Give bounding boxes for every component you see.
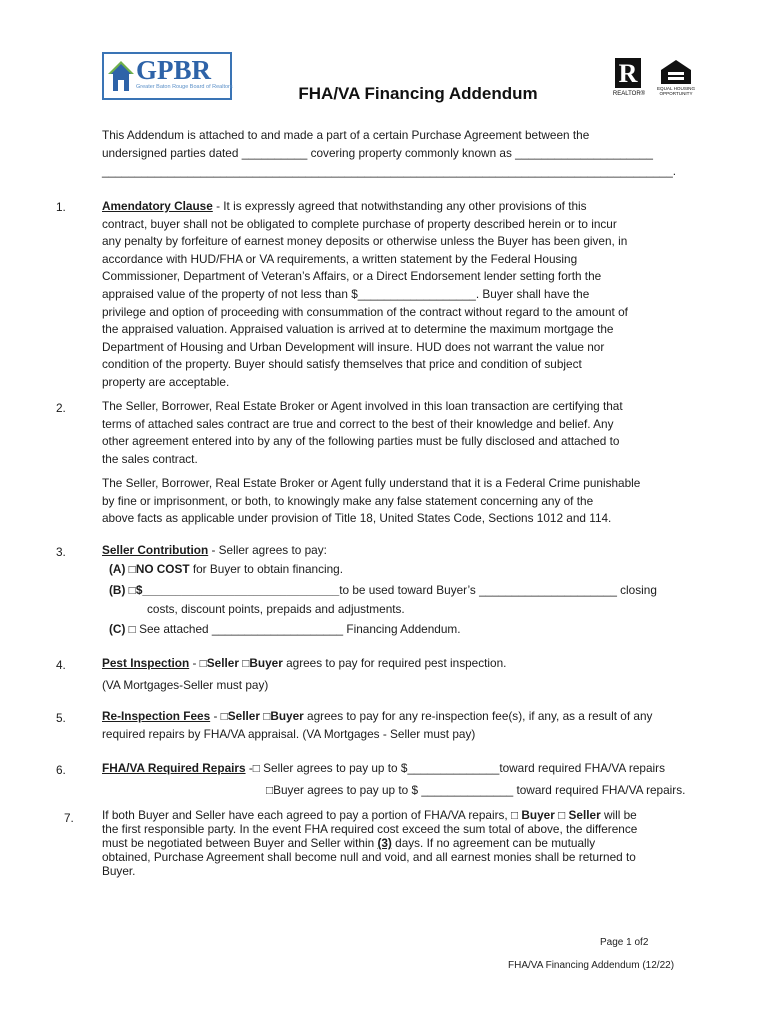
- realtor-caption: REALTOR®: [612, 91, 646, 97]
- seller-contribution-heading: Seller Contribution: [102, 543, 209, 557]
- line-text: any penalty by forfeiture of earnest money deposits or otherwise unless the Buyer has been given, in: [102, 234, 628, 249]
- section-7-line-4: obtained, Purchase Agreement shall become null and void, and all earnest monies shall be returned to: [102, 850, 636, 864]
- logo-subtitle: Greater Baton Rouge Board of Realtors: [136, 84, 233, 90]
- line-text: terms of attached sales contract are true and correct to the best of their knowledge and belief. Any: [102, 416, 614, 431]
- option-b-checkbox[interactable]: □: [128, 583, 136, 597]
- reinspection-line: Re-Inspection Fees - □Seller □Buyer agrees to pay for any re-inspection fee(s), if any, as a result of any: [102, 709, 653, 723]
- intro-line-3: _______________________________________________________________________________________.: [102, 164, 677, 178]
- s2b-line: [102, 475, 702, 493]
- line-text: - It is expressly agreed that notwithstanding any other provisions of this: [212, 199, 587, 213]
- page-title: FHA/VA Financing Addendum: [298, 84, 538, 103]
- line-text: appraised value of the property of not less than $__________________. Buyer shall have the: [102, 286, 590, 301]
- option-a-checkbox[interactable]: □: [128, 562, 136, 576]
- line-text: other agreement entered into by any of the following parties must be fully disclosed and attached to: [102, 434, 620, 449]
- s1-line: [102, 268, 690, 286]
- s2b-line: [102, 493, 702, 511]
- option-c: (C) □ See attached ____________________ Financing Addendum.: [109, 622, 461, 636]
- line-text: the sales contract.: [102, 451, 198, 466]
- s2a-line: [102, 416, 702, 434]
- s1-line: [102, 251, 690, 269]
- reinspection-seller-checkbox[interactable]: - □: [210, 709, 228, 723]
- line-text: Commissioner, Department of Veteran’s Affairs, or a Direct Endorsement lender setting forth the: [102, 269, 602, 284]
- section-7-line-5: Buyer.: [102, 864, 136, 878]
- option-a: (A) □NO COST for Buyer to obtain financing.: [109, 562, 344, 576]
- line-text: by fine or imprisonment, or both, to knowingly make any false statement concerning any of the: [102, 493, 594, 508]
- realtor-r-icon: R: [615, 58, 641, 88]
- line-text: contract, buyer shall not be obligated to complete purchase of property described herein or to incur: [102, 216, 617, 231]
- line-text: Department of Housing and Urban Development will insure. HUD does not warrant the value nor: [102, 339, 605, 354]
- s2a-line: [102, 398, 702, 416]
- required-repairs-line: FHA/VA Required Repairs -□ Seller agrees to pay up to $______________toward required FHA/VA repairs: [102, 761, 665, 775]
- s2a-line: [102, 433, 702, 451]
- s1-line: [102, 286, 690, 304]
- pest-inspection-note: (VA Mortgages-Seller must pay): [102, 678, 269, 692]
- section-7-line-2: the first responsible party. In the event FHA required cost exceed the sum total of above, the difference: [102, 822, 638, 836]
- pest-buyer-checkbox[interactable]: □: [238, 656, 250, 670]
- section-1-amendatory-clause: [102, 198, 690, 392]
- reinspection-note: required repairs by FHA/VA appraisal. (VA Mortgages - Seller must pay): [102, 727, 476, 741]
- logo-text: GPBR: [136, 55, 212, 85]
- line-text: condition of the property. Buyer should satisfy themselves that price and condition of subject: [102, 357, 582, 372]
- s1-line: [102, 356, 690, 374]
- line-text: accordance with HUD/FHA or VA requirements, a written statement by the Federal Housing: [102, 251, 578, 266]
- s1-line: [102, 304, 690, 322]
- line-text: privilege and option of proceeding with consummation of the contract without regard to the amount of: [102, 304, 628, 319]
- section-2-number: 2.: [56, 401, 66, 415]
- seller-repairs-amount-field[interactable]: ______________: [407, 761, 500, 775]
- section-6-number: 6.: [56, 763, 66, 777]
- pest-inspection-line: Pest Inspection - □Seller □Buyer agrees to pay for required pest inspection.: [102, 656, 507, 670]
- s1-line: [102, 374, 690, 392]
- equal-housing-icon: [655, 58, 697, 86]
- line-text: The Seller, Borrower, Real Estate Broker or Agent fully understand that it is a Federal Crime punishable: [102, 476, 641, 490]
- form-identifier: FHA/VA Financing Addendum (12/22): [508, 960, 675, 971]
- s1-line: [102, 216, 690, 234]
- s1-line: [102, 198, 690, 216]
- section-1-number: 1.: [56, 200, 66, 214]
- line-text: the appraised valuation. Appraised valuation is arrived at to determine the maximum mortgage the: [102, 322, 614, 337]
- intro-line-1: This Addendum is attached to and made a part of a certain Purchase Agreement between the: [102, 128, 590, 142]
- option-b-continuation: costs, discount points, prepaids and adjustments.: [147, 602, 405, 616]
- section-2-paragraph-2: [102, 475, 702, 528]
- pest-seller-checkbox[interactable]: - □: [189, 656, 207, 670]
- section-5-number: 5.: [56, 711, 66, 725]
- section-4-number: 4.: [56, 658, 66, 672]
- section-2-paragraph-1: [102, 398, 702, 468]
- line-text: The Seller, Borrower, Real Estate Broker or Agent involved in this loan transaction are certifying that: [102, 399, 623, 413]
- s2b-line: [102, 510, 702, 528]
- intro-line-2: undersigned parties dated __________ covering property commonly known as _____________________: [102, 146, 653, 160]
- section-heading: Amendatory Clause: [102, 199, 213, 213]
- s2a-line: [102, 451, 702, 469]
- s1-line: [102, 321, 690, 339]
- reinspection-buyer-checkbox[interactable]: □: [259, 709, 271, 723]
- section-7-line-1: If both Buyer and Seller have each agreed to pay a portion of FHA/VA repairs, □ Buyer □ Seller will be: [102, 808, 637, 822]
- line-text: property are acceptable.: [102, 374, 230, 389]
- option-b: (B) □$______________________________to be used toward Buyer’s _____________________ closing: [109, 583, 657, 597]
- section-3-heading-line: Seller Contribution - Seller agrees to pay:: [102, 543, 327, 557]
- equal-housing-caption: EQUAL HOUSING OPPORTUNITY: [656, 86, 696, 96]
- line-text: above facts as applicable under provision of Title 18, United States Code, Sections 1012 and 114.: [102, 511, 612, 526]
- section-7-line-3: must be negotiated between Buyer and Seller within (3) days. If no agreement can be mutually: [102, 836, 596, 850]
- section-3-number: 3.: [56, 545, 66, 559]
- option-b-amount-field[interactable]: $______________________________: [135, 583, 340, 597]
- s1-line: [102, 339, 690, 357]
- section-7-number: 7.: [64, 811, 74, 825]
- s1-line: [102, 233, 690, 251]
- page-number: Page 1 of2: [600, 937, 649, 948]
- buyer-repairs-line: □Buyer agrees to pay up to $ ______________ toward required FHA/VA repairs.: [266, 783, 686, 797]
